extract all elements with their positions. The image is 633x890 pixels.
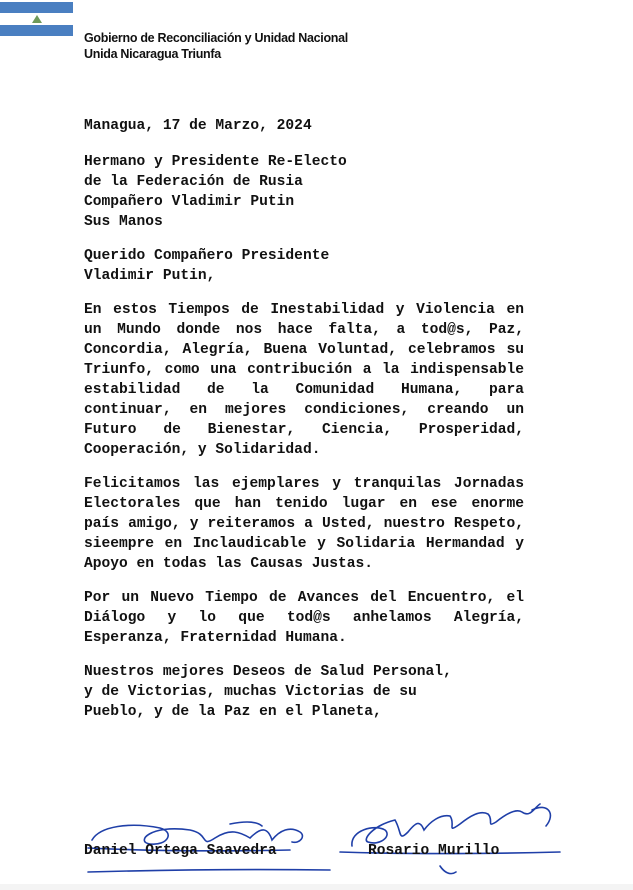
signature-scribbles [0,780,633,890]
closing-line: y de Victorias, muchas Victorias de su [84,684,417,700]
letterhead [84,30,348,62]
nicaragua-flag-icon [0,2,73,36]
recipient-line: Sus Manos [84,214,163,230]
flag-middle-band [0,13,73,24]
closing-line: Nuestros mejores Deseos de Salud Personal, [84,664,452,680]
signer-name-ortega: Daniel Ortega Saavedra [84,843,277,859]
letter-body [84,116,524,736]
flag-emblem-icon [32,15,42,23]
flag-top-band [0,2,73,13]
signer-name-murillo: Rosario Murillo [368,843,500,859]
letterhead-government: Gobierno de Reconciliación y Unidad Nacional [84,31,348,45]
recipient-line: de la Federación de Rusia [84,174,303,190]
signature-murillo-scribble [340,804,560,874]
signature-area [0,780,633,890]
flag-bottom-band [0,25,73,36]
letter-paragraph-2: Felicitamos las ejemplares y tranquilas Jornadas Electorales que han tenido lugar en ese enorme país amigo, y reiteramos a Usted, nuestro Respeto, sieempre en Inclaudicable y Solidaria Hermandad y Apoyo en todas las Causas Justas. [84,476,524,572]
letter-date: Managua, 17 de Marzo, 2024 [84,118,312,134]
recipient-line: Hermano y Presidente Re-Electo [84,154,347,170]
letter-paragraph-3: Por un Nuevo Tiempo de Avances del Encuentro, el Diálogo y lo que tod@s anhelamos Alegría, Esperanza, Fraternidad Humana. [84,590,524,646]
letter-closing [84,662,524,722]
closing-line: Pueblo, y de la Paz en el Planeta, [84,704,382,720]
page-bottom-edge [0,884,633,890]
salutation-line: Vladimir Putin, [84,268,216,284]
letter-recipient [84,152,524,232]
letter-salutation [84,246,524,286]
letter-paragraph-1: En estos Tiempos de Inestabilidad y Violencia en un Mundo donde nos hace falta, a tod@s, Paz, Concordia, Alegría, Buena Voluntad, celebramos su Triunfo, como una contribución a la indispensable estabilidad de la Comunidad Humana, para continuar, en mejores condiciones, creando un Futuro de Bienestar, Ciencia, Prosperidad, Cooperación, y Solidaridad. [84,302,524,458]
recipient-line: Compañero Vladimir Putin [84,194,295,210]
salutation-line: Querido Compañero Presidente [84,248,330,264]
letterhead-slogan: Unida Nicaragua Triunfa [84,47,221,61]
